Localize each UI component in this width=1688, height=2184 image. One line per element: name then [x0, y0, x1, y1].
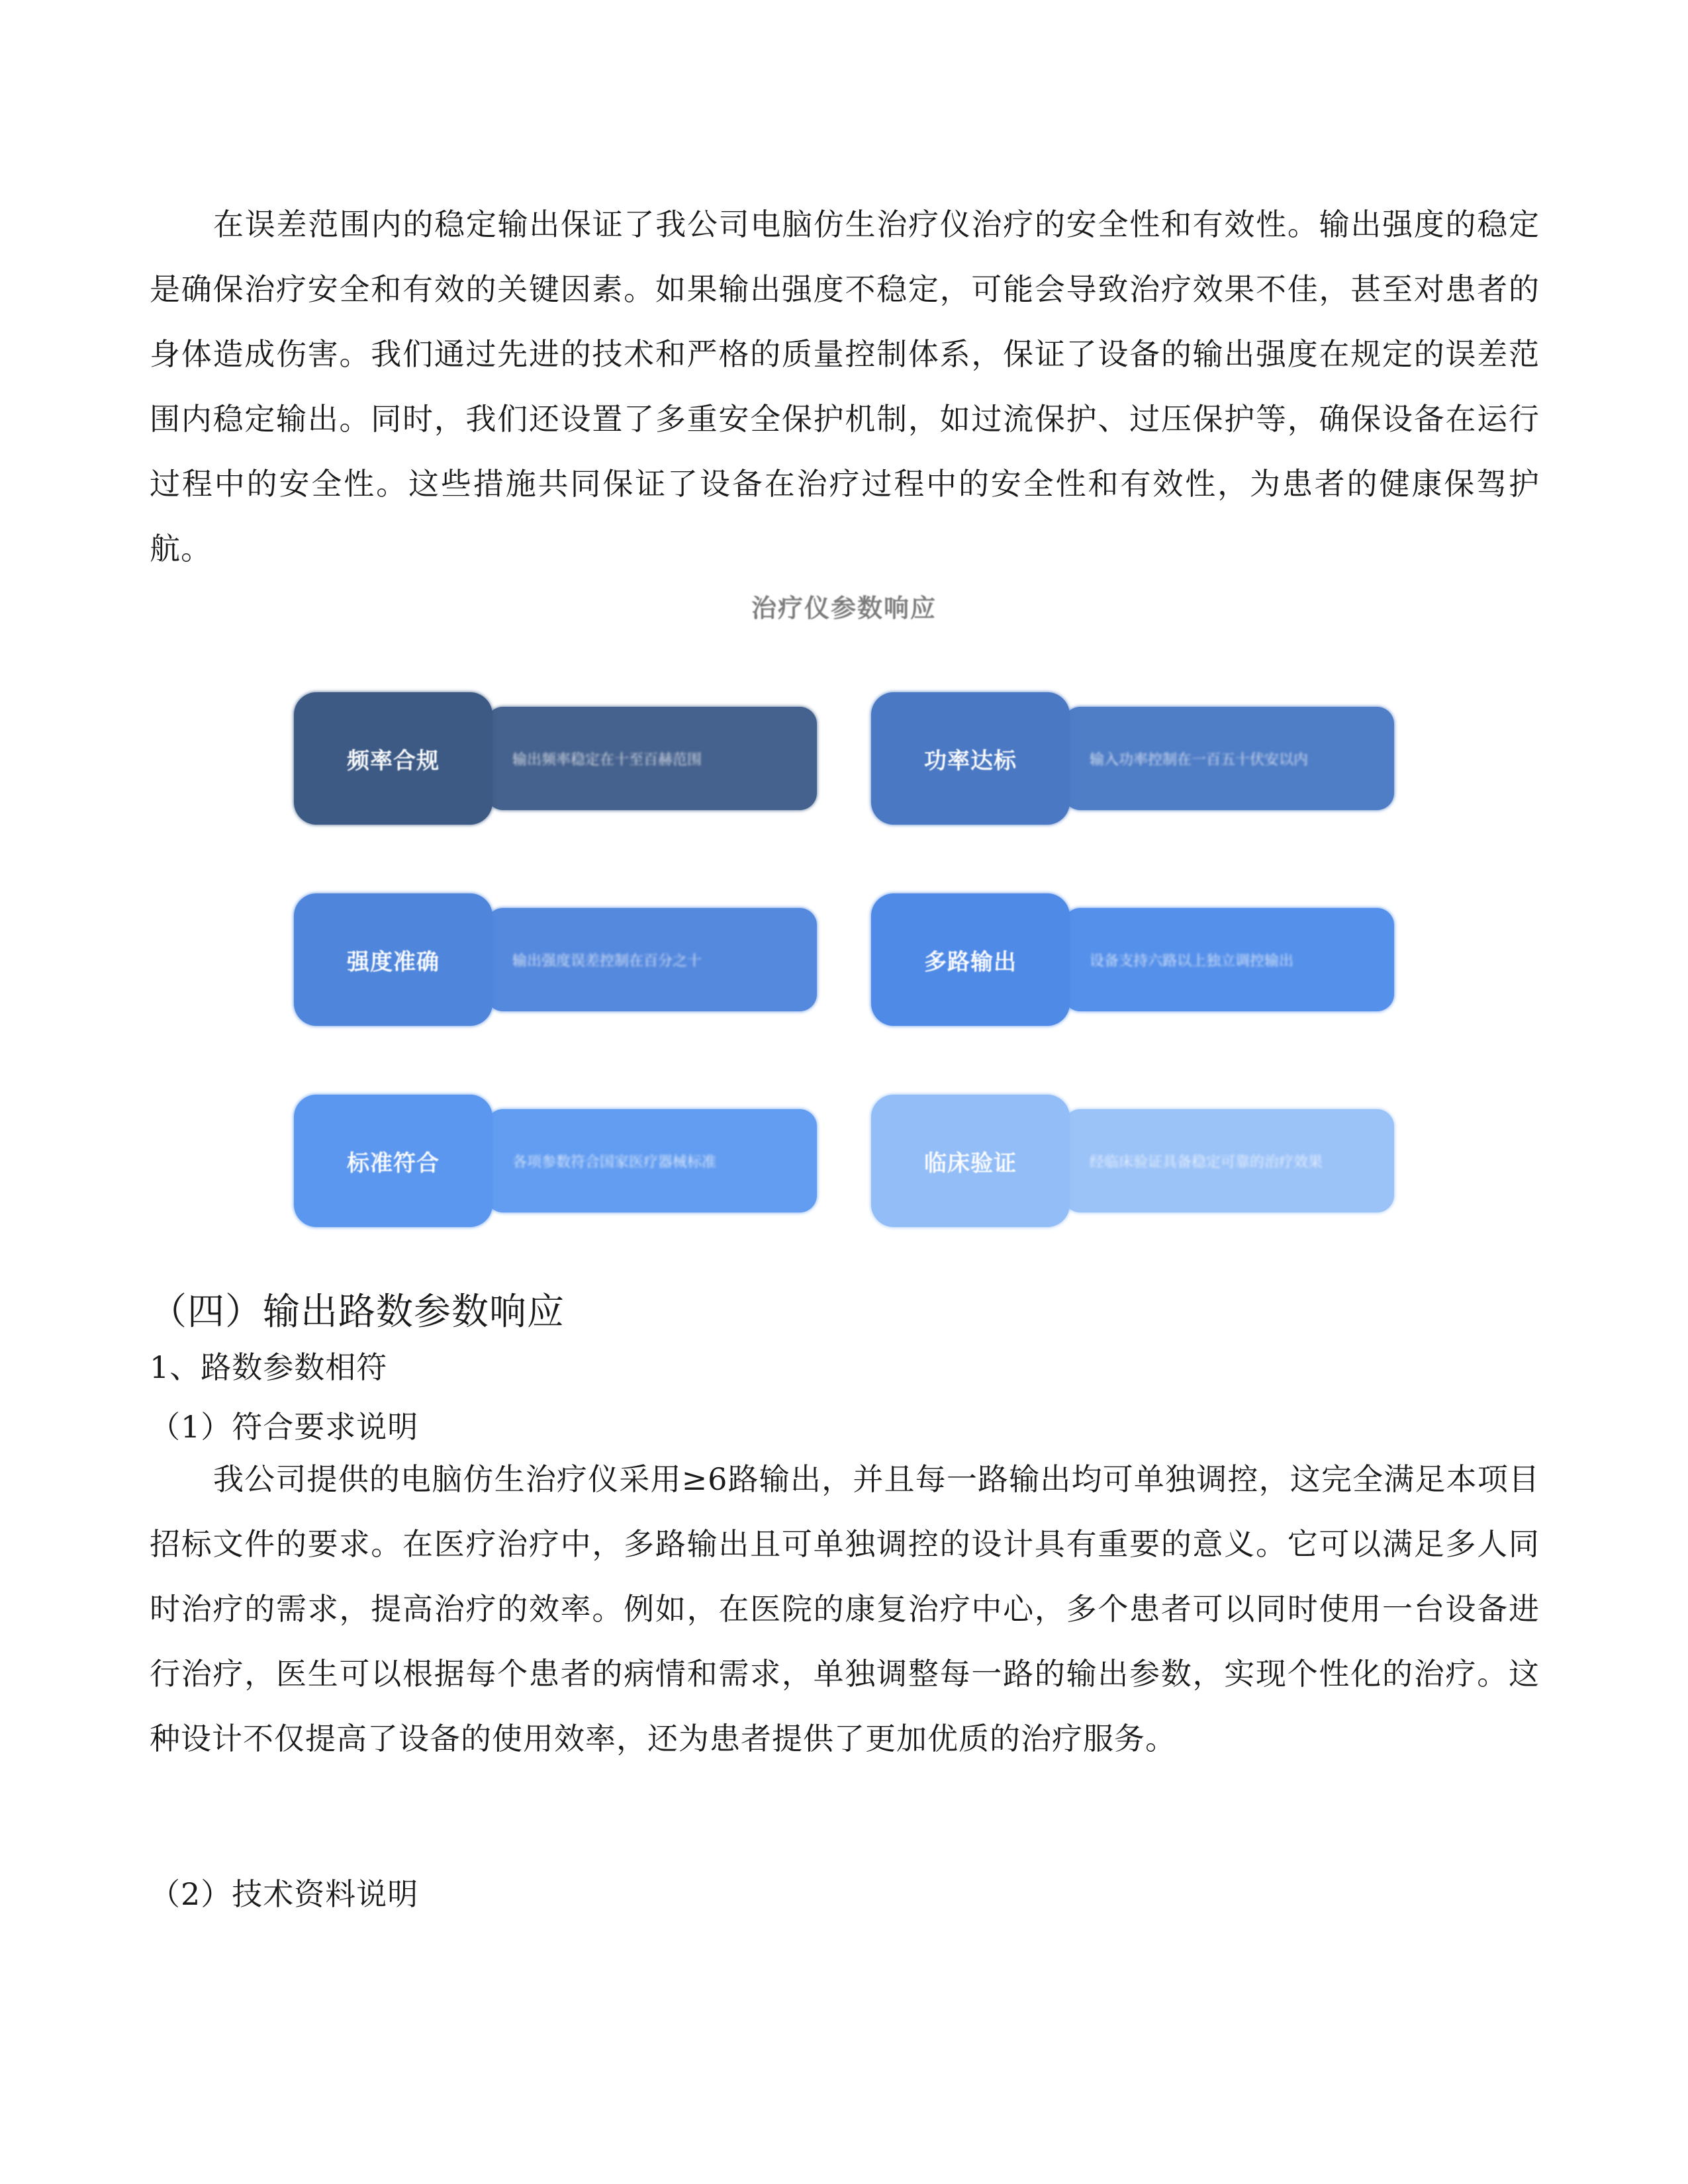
card-desc: 经临床验证具备稳定可靠的治疗效果: [1090, 1154, 1323, 1171]
card-label: 频率合规: [347, 747, 440, 774]
param-card-intensity: [294, 893, 817, 1026]
section-heading: （四）输出路数参数响应: [150, 1291, 565, 1334]
card-label: 多路输出: [924, 948, 1017, 976]
param-card-standard: [294, 1095, 817, 1227]
card-desc: 输出频率稳定在十至百赫范围: [512, 751, 702, 768]
body-paragraph: 我公司提供的电脑仿生治疗仪采用≥6路输出，并且每一路输出均可单独调控，这完全满足本项目招标文件的要求。在医疗治疗中，多路输出且可单独调控的设计具有重要的意义。它可以满足多人同时治疗的需求，提高治疗的效率。例如，在医院的康复治疗中心，多个患者可以同时使用一台设备进行治疗，医生可以根据每个患者的病情和需求，单独调整每一路的输出参数，实现个性化的治疗。这种设计不仅提高了设备的使用效率，还为患者提供了更加优质的治疗服务。: [150, 1461, 1540, 1756]
subsection-item-title: （1）符合要求说明: [150, 1409, 419, 1445]
param-card-multichannel: [871, 893, 1394, 1026]
card-label: 临床验证: [924, 1150, 1017, 1177]
subsection-item-title: （2）技术资料说明: [150, 1876, 419, 1912]
card-desc: 输入功率控制在一百五十伏安以内: [1090, 751, 1309, 768]
param-card-power: [871, 692, 1394, 825]
param-card-clinical: [871, 1095, 1394, 1227]
diagram-title: 治疗仪参数响应: [751, 594, 937, 623]
card-desc: 输出强度误差控制在百分之十: [512, 952, 702, 970]
card-label: 功率达标: [924, 747, 1017, 774]
param-card-frequency: [294, 692, 817, 825]
intro-paragraph: 在误差范围内的稳定输出保证了我公司电脑仿生治疗仪治疗的安全性和有效性。输出强度的稳定是确保治疗安全和有效的关键因素。如果输出强度不稳定，可能会导致治疗效果不佳，甚至对患者的身体造成伤害。我们通过先进的技术和严格的质量控制体系，保证了设备的输出强度在规定的误差范围内稳定输出。同时，我们还设置了多重安全保护机制，如过流保护、过压保护等，确保设备在运行过程中的安全性。这些措施共同保证了设备在治疗过程中的安全性和有效性，为患者的健康保驾护航。: [150, 206, 1540, 567]
card-label: 标准符合: [347, 1150, 440, 1177]
subsection-title: 1、路数参数相符: [150, 1349, 388, 1385]
card-label: 强度准确: [347, 948, 440, 976]
card-desc: 设备支持六路以上独立调控输出: [1090, 952, 1294, 970]
card-desc: 各项参数符合国家医疗器械标准: [512, 1154, 717, 1171]
